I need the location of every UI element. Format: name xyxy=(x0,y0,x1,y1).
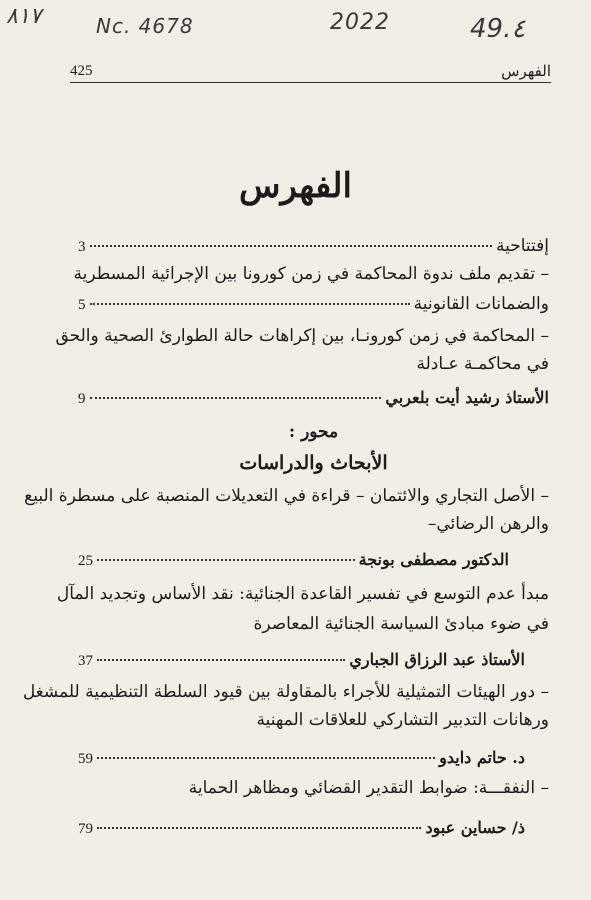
leader-dots xyxy=(97,827,421,829)
author-name: الأستاذ رشيد أيت بلعربي xyxy=(385,388,549,407)
toc-author-line xyxy=(78,650,549,670)
toc-entry-title: إفتتاحية xyxy=(495,236,549,256)
toc-entry-title: – تقديم ملف ندوة المحاكمة في زمن كورونا بين الإجرائية المسطرية xyxy=(73,264,549,284)
handwritten-accession-number: Nc. 4678 xyxy=(96,14,194,38)
toc-page-number: 5 xyxy=(78,297,86,313)
handwritten-shelf-code: 49.٤ xyxy=(470,14,526,44)
header-page-number: 425 xyxy=(70,63,93,79)
toc-entry-title: والضمانات القانونية xyxy=(413,294,549,314)
toc-entry-title: في محاكمـة عـادلة xyxy=(416,354,549,374)
toc-entry-title: – النفقـــة: ضوابط التقدير القضائي ومظاهر الحماية xyxy=(188,778,549,798)
toc-entry-line xyxy=(78,354,549,374)
leader-dots xyxy=(90,245,492,247)
toc-entry-title: ورهانات التدبير التشاركي للعلاقات المهنية xyxy=(256,710,549,730)
toc-entry-title: في ضوء مبادئ السياسة الجنائية المعاصرة xyxy=(253,614,549,634)
toc-author-line xyxy=(78,748,549,768)
toc-page-number: 37 xyxy=(78,653,93,669)
page-title: الفهرس xyxy=(239,166,352,206)
toc-entry-line xyxy=(55,326,549,346)
author-name: الدكتور مصطفى بونجة xyxy=(358,550,509,569)
toc-page-number: 25 xyxy=(78,553,93,569)
author-name: ذ/ حساين عبود xyxy=(425,818,525,837)
handwritten-year: 2022 xyxy=(330,10,390,35)
toc-entry-intro xyxy=(78,236,549,256)
toc-entry-title: – المحاكمة في زمن كورونـا، بين إكراهات حالة الطوارئ الصحية والحق xyxy=(55,326,549,346)
toc-entry-title: والرهن الرضائي– xyxy=(427,514,549,534)
toc-entry-line xyxy=(78,778,549,798)
leader-dots xyxy=(97,659,345,661)
toc-author-line xyxy=(78,818,549,838)
author-name: د. حاتم دايدو xyxy=(439,748,525,767)
toc-entry-title: – الأصل التجاري والائتمان – قراءة في التعديلات المنصبة على مسطرة البيع xyxy=(24,486,549,506)
leader-dots xyxy=(90,397,382,399)
toc-page-number: 9 xyxy=(78,391,86,407)
toc-entry-line xyxy=(56,584,549,604)
axis-label-text: محور : xyxy=(288,422,339,442)
toc-author-line xyxy=(78,388,549,408)
author-name: الأستاذ عبد الرزاق الجباري xyxy=(349,650,525,669)
running-header xyxy=(70,60,551,83)
toc-page-number: 3 xyxy=(78,239,86,255)
section-heading xyxy=(78,452,549,474)
leader-dots xyxy=(90,303,410,305)
toc-page-number: 79 xyxy=(78,821,93,837)
axis-label xyxy=(78,422,549,442)
toc-page-number: 59 xyxy=(78,751,93,767)
toc-entry-title: مبدأ عدم التوسع في تفسير القاعدة الجنائية: نقد الأساس وتجديد المآل xyxy=(56,584,549,604)
toc-author-line xyxy=(78,550,549,570)
leader-dots xyxy=(97,757,435,759)
handwritten-corner-note: ٨١٧ xyxy=(6,4,42,29)
toc-entry-line xyxy=(78,710,549,730)
leader-dots xyxy=(97,559,355,561)
toc-entry-line xyxy=(22,682,549,702)
toc-entry-line xyxy=(78,514,549,534)
toc-entry-line xyxy=(73,264,549,284)
toc-entry-line xyxy=(78,294,549,314)
toc-entry-title: – دور الهيئات التمثيلية للأجراء بالمقاولة بين قيود السلطة التنظيمية للمشغل xyxy=(22,682,549,702)
toc-entry-line xyxy=(78,614,549,634)
header-title: الفهرس xyxy=(501,62,551,80)
section-heading-text: الأبحاث والدراسات xyxy=(239,452,388,474)
toc-entry-line xyxy=(24,486,549,506)
